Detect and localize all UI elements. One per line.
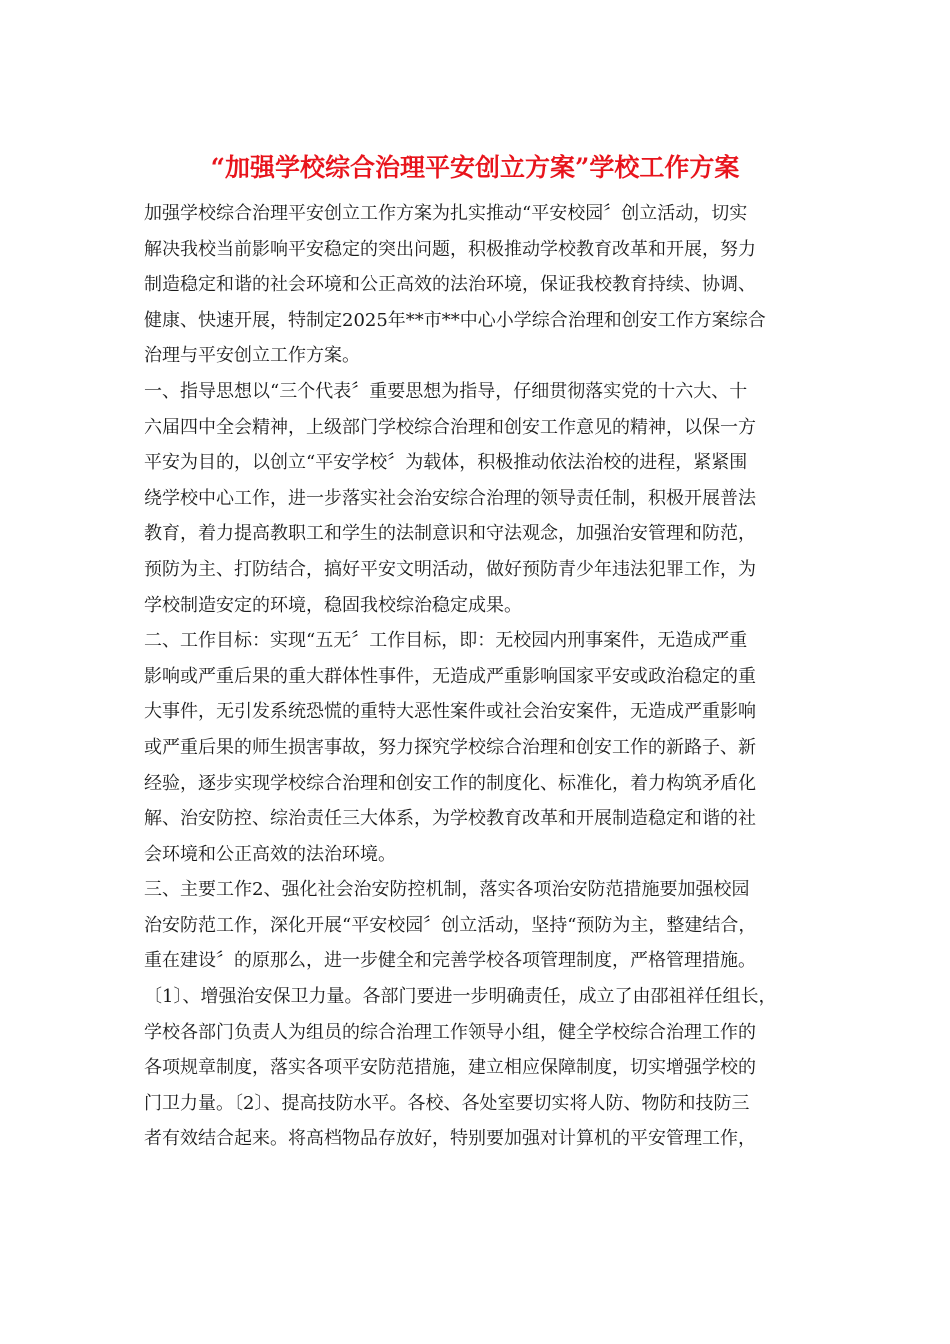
body-line: 大事件，无引发系统恐慌的重特大恶性案件或社会治安案件，无造成严重影响: [144, 701, 756, 723]
body-line: 影响或严重后果的重大群体性事件，无造成严重影响国家平安或政治稳定的重: [144, 665, 756, 687]
body-line: 各项规章制度，落实各项平安防范措施，建立相应保障制度，切实增强学校的: [144, 1057, 756, 1079]
body-line: 门卫力量。〔2〕、提高技防水平。各校、各处室要切实将人防、物防和技防三: [144, 1092, 750, 1114]
body-line: 制造稳定和谐的社会环境和公正高效的法治环境，保证我校教育持续、协调、: [144, 274, 756, 296]
body-line: 绕学校中心工作，进一步落实社会治安综合治理的领导责任制，积极开展普法: [144, 487, 756, 509]
body-line: 经验，逐步实现学校综合治理和创安工作的制度化、标准化，着力构筑矛盾化: [144, 772, 756, 794]
body-line: 解、治安防控、综治责任三大体系，为学校教育改革和开展制造稳定和谐的社: [144, 808, 756, 830]
body-line: 解决我校当前影响平安稳定的突出问题，积极推动学校教育改革和开展，努力: [144, 238, 756, 260]
body-line: 预防为主、打防结合，搞好平安文明活动，做好预防青少年违法犯罪工作，为: [144, 558, 756, 580]
body-line: 或严重后果的师生损害事故，努力探究学校综合治理和创安工作的新路子、新: [144, 736, 756, 758]
body-line: 〔1〕、增强治安保卫力量。各部门要进一步明确责任，成立了由邵祖祥任组长，: [144, 986, 777, 1008]
body-line: 会环境和公正高效的法治环境。: [144, 843, 396, 865]
body-line: 教育，着力提高教职工和学生的法制意识和守法观念，加强治安管理和防范，: [144, 523, 756, 545]
document-title: “加强学校综合治理平安创立方案”学校工作方案: [210, 153, 740, 182]
body-line: 学校各部门负责人为组员的综合治理工作领导小组，健全学校综合治理工作的: [144, 1021, 756, 1043]
body-line: 加强学校综合治理平安创立工作方案为扎实推动“平安校园〞创立活动，切实: [144, 203, 748, 224]
body-line: 平安为目的，以创立“平安学校〞为载体，积极推动依法治校的进程，紧紧围: [144, 452, 748, 474]
body-line: 二、工作目标：实现“五无〞工作目标，即：无校园内刑事案件，无造成严重: [144, 630, 748, 652]
body-line: 一、指导思想以“三个代表〞重要思想为指导，仔细贯彻落实党的十六大、十: [144, 380, 748, 402]
body-line: 者有效结合起来。将高档物品存放好，特别要加强对计算机的平安管理工作，: [144, 1128, 756, 1150]
body-line: 重在建设〞的原那么，进一步健全和完善学校各项管理制度，严格管理措施。: [144, 950, 756, 972]
body-line: 治安防范工作，深化开展“平安校园〞创立活动，坚持“预防为主，整建结合，: [144, 914, 757, 936]
body-line: 健康、快速开展，特制定2025年**市**中心小学综合治理和创安工作方案综合: [144, 309, 766, 331]
body-line: 三、主要工作2、强化社会治安防控机制，落实各项治安防范措施要加强校园: [144, 879, 750, 901]
body-line: 六届四中全会精神，上级部门学校综合治理和创安工作意见的精神，以保一方: [144, 416, 756, 438]
document-body: [144, 196, 824, 1157]
body-line: 治理与平安创立工作方案。: [144, 345, 360, 367]
body-line: 学校制造安定的环境，稳固我校综治稳定成果。: [144, 594, 522, 616]
